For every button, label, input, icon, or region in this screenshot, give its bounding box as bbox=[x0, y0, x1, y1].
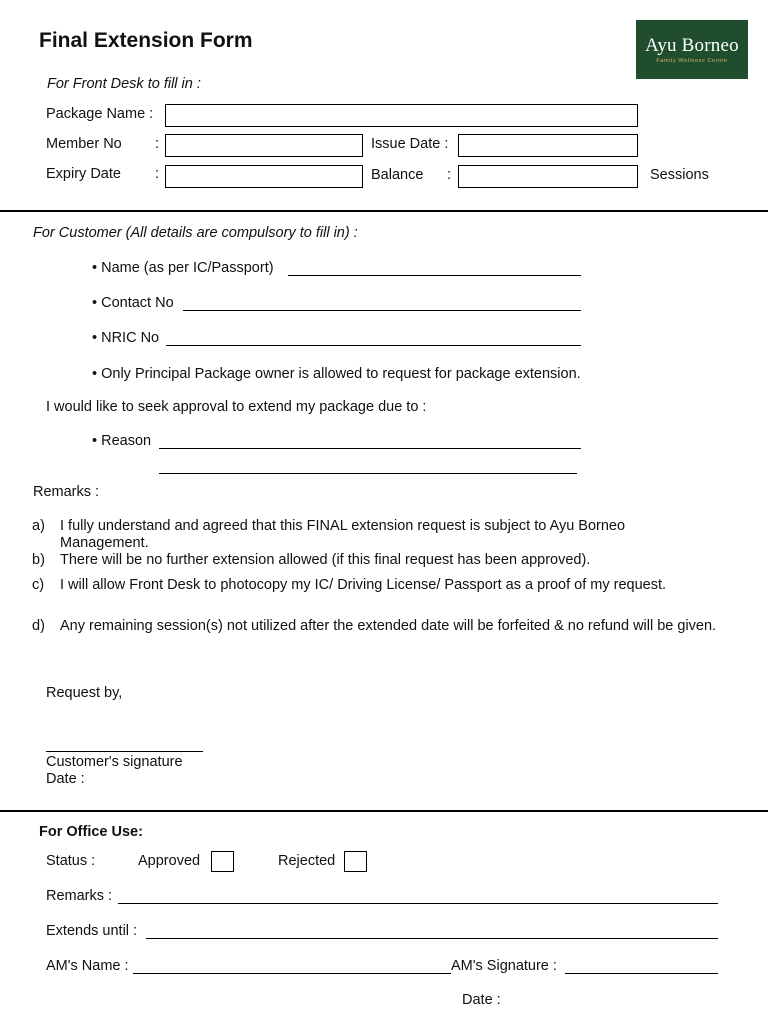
reason-label: • Reason bbox=[92, 433, 152, 449]
company-logo bbox=[636, 20, 748, 79]
rejected-label: Rejected bbox=[278, 853, 336, 869]
contact-label: • Contact No bbox=[92, 295, 174, 311]
balance-colon: : bbox=[447, 167, 452, 183]
reason-line-1[interactable] bbox=[159, 448, 581, 449]
office-remarks-label: Remarks : bbox=[46, 888, 113, 904]
sessions-label: Sessions bbox=[650, 167, 709, 183]
balance-label: Balance bbox=[371, 167, 424, 183]
office-heading: For Office Use: bbox=[39, 824, 143, 840]
issue-date-field[interactable] bbox=[458, 134, 638, 157]
expiry-date-label: Expiry Date bbox=[46, 166, 121, 182]
am-name-line[interactable] bbox=[133, 973, 451, 974]
term-text: Any remaining session(s) not utilized after the extended date will be forfeited & no refund will be given. bbox=[60, 618, 717, 634]
term-letter: c) bbox=[32, 577, 45, 593]
member-no-field[interactable] bbox=[165, 134, 363, 157]
term-text: I fully understand and agreed that this FINAL extension request is subject to Ayu Borneo Management. bbox=[60, 518, 626, 551]
package-name-field[interactable] bbox=[165, 104, 638, 127]
logo-name: Ayu Borneo bbox=[645, 35, 739, 56]
am-name-label: AM's Name : bbox=[46, 958, 129, 974]
remarks-label: Remarks : bbox=[33, 484, 100, 500]
extends-until-label: Extends until : bbox=[46, 923, 138, 939]
am-signature-line[interactable] bbox=[565, 973, 718, 974]
approved-checkbox[interactable] bbox=[211, 851, 234, 872]
term-letter: b) bbox=[32, 552, 45, 568]
name-label: • Name (as per IC/Passport) bbox=[92, 260, 274, 276]
form-title: Final Extension Form bbox=[39, 29, 253, 52]
reason-line-2[interactable] bbox=[159, 473, 577, 474]
rejected-checkbox[interactable] bbox=[344, 851, 367, 872]
customer-heading: For Customer (All details are compulsory to fill in) : bbox=[33, 225, 358, 241]
balance-field[interactable] bbox=[458, 165, 638, 188]
office-date-label: Date : bbox=[462, 992, 501, 1008]
principal-note: • Only Principal Package owner is allowed to request for package extension. bbox=[92, 366, 581, 382]
customer-signature-label: Customer's signature bbox=[46, 754, 183, 770]
expiry-date-field[interactable] bbox=[165, 165, 363, 188]
section-divider bbox=[0, 210, 768, 212]
member-no-label: Member No bbox=[46, 136, 122, 152]
nric-label: • NRIC No bbox=[92, 330, 160, 346]
name-line[interactable] bbox=[288, 275, 581, 276]
am-signature-label: AM's Signature : bbox=[451, 958, 557, 974]
request-by-label: Request by, bbox=[46, 685, 123, 701]
office-remarks-line[interactable] bbox=[118, 903, 718, 904]
customer-signature-line[interactable] bbox=[46, 751, 203, 752]
term-letter: a) bbox=[32, 518, 45, 534]
nric-line[interactable] bbox=[166, 345, 581, 346]
term-text: I will allow Front Desk to photocopy my IC/ Driving License/ Passport as a proof of my request. bbox=[60, 577, 667, 593]
member-no-colon: : bbox=[155, 136, 160, 152]
contact-line[interactable] bbox=[183, 310, 581, 311]
logo-tagline: Family Wellness Centre bbox=[656, 58, 728, 64]
customer-date-label: Date : bbox=[46, 771, 85, 787]
office-divider bbox=[0, 810, 768, 812]
issue-date-label: Issue Date : bbox=[371, 136, 449, 152]
extends-until-line[interactable] bbox=[146, 938, 718, 939]
status-label: Status : bbox=[46, 853, 96, 869]
term-letter: d) bbox=[32, 618, 45, 634]
front-desk-heading: For Front Desk to fill in : bbox=[47, 76, 201, 92]
package-name-label: Package Name : bbox=[46, 106, 154, 122]
approval-text: I would like to seek approval to extend my package due to : bbox=[46, 399, 427, 415]
expiry-date-colon: : bbox=[155, 166, 160, 182]
approved-label: Approved bbox=[138, 853, 201, 869]
term-text: There will be no further extension allowed (if this final request has been approved). bbox=[60, 552, 591, 568]
